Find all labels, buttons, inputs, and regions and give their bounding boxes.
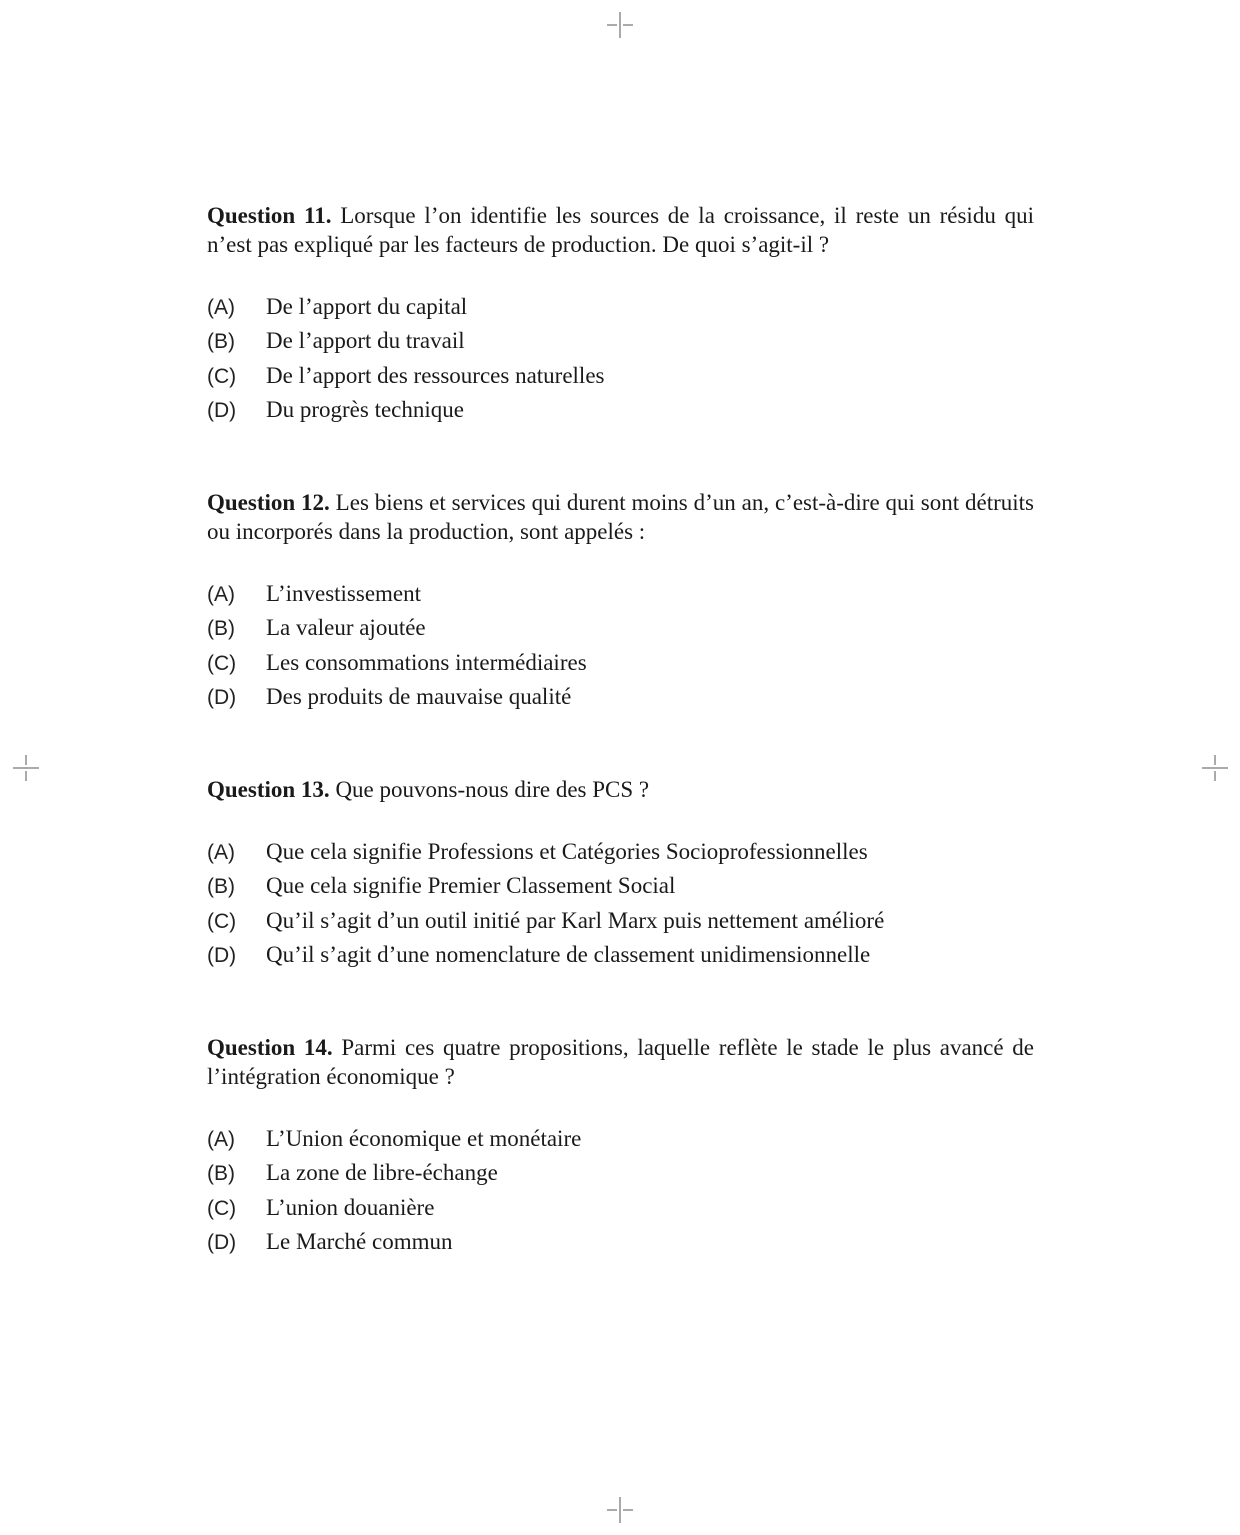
option-a [207, 292, 1034, 326]
question-body: Lorsque l’on identifie les sources de la croissance, il reste un résidu qui n’est pas expliqué par les facteurs de production. De quoi s’agit-il ? [207, 203, 1035, 257]
option-c [207, 906, 1034, 940]
question-13 [207, 775, 1034, 975]
option-list [207, 1124, 1034, 1262]
option-letter: (D) [207, 1231, 237, 1255]
question-11 [207, 201, 1034, 430]
option-c [207, 1193, 1034, 1227]
option-text: Le Marché commun [266, 1229, 453, 1255]
question-text [207, 1033, 1034, 1091]
option-letter: (A) [207, 1128, 235, 1151]
question-body: Parmi ces quatre propositions, laquelle reflète le stade le plus avancé de l’intégration économique ? [207, 1035, 1034, 1089]
option-b [207, 1158, 1034, 1192]
crop-mark-left [13, 755, 39, 781]
option-d [207, 682, 1034, 716]
option-a [207, 579, 1034, 613]
option-b [207, 871, 1034, 905]
question-body: Que pouvons-nous dire des PCS ? [329, 777, 650, 802]
option-letter: (C) [207, 651, 237, 675]
option-letter: (C) [207, 909, 237, 933]
crop-mark-top [607, 12, 633, 38]
option-b [207, 613, 1034, 647]
option-text: Qu’il s’agit d’une nomenclature de classement unidimensionnelle [266, 942, 871, 968]
crop-mark-bottom [607, 1497, 633, 1523]
option-text: De l’apport des ressources naturelles [266, 362, 605, 388]
option-text: L’union douanière [266, 1194, 435, 1220]
option-letter: (B) [207, 330, 235, 354]
question-body: Les biens et services qui durent moins d’un an, c’est-à-dire qui sont détruits ou incorporés dans la production, sont appelés : [207, 490, 1034, 544]
option-text: La valeur ajoutée [266, 615, 426, 641]
option-text: De l’apport du capital [266, 294, 468, 319]
option-c [207, 648, 1034, 682]
option-text: Du progrès technique [266, 397, 464, 423]
question-label: Question 12. [207, 490, 330, 515]
option-a [207, 1124, 1034, 1158]
option-text: Des produits de mauvaise qualité [266, 684, 572, 710]
option-letter: (D) [207, 944, 237, 968]
option-text: L’Union économique et monétaire [266, 1126, 582, 1151]
option-text: De l’apport du travail [266, 328, 465, 354]
option-d [207, 940, 1034, 974]
option-letter: (C) [207, 1196, 237, 1220]
option-letter: (B) [207, 1162, 235, 1186]
option-list [207, 837, 1034, 975]
question-label: Question 11. [207, 203, 332, 228]
option-letter: (B) [207, 617, 235, 641]
option-d [207, 1227, 1034, 1261]
question-text [207, 201, 1034, 259]
question-label: Question 13. [207, 777, 330, 802]
option-letter: (A) [207, 583, 235, 606]
option-text: La zone de libre-échange [266, 1160, 498, 1186]
question-12 [207, 488, 1034, 717]
option-text: Que cela signifie Premier Classement Social [266, 873, 676, 899]
option-a [207, 837, 1034, 871]
option-letter: (B) [207, 875, 235, 899]
question-text [207, 775, 1034, 804]
option-text: L’investissement [266, 581, 422, 606]
option-text: Qu’il s’agit d’un outil initié par Karl Marx puis nettement amélioré [266, 907, 885, 933]
option-text: Les consommations intermédiaires [266, 649, 587, 675]
option-c [207, 361, 1034, 395]
option-letter: (A) [207, 296, 235, 319]
option-letter: (A) [207, 841, 235, 864]
question-14 [207, 1033, 1034, 1262]
option-letter: (D) [207, 399, 237, 423]
option-b [207, 326, 1034, 360]
question-label: Question 14. [207, 1035, 333, 1060]
option-letter: (C) [207, 364, 237, 388]
option-d [207, 395, 1034, 429]
crop-mark-right [1202, 755, 1228, 781]
option-letter: (D) [207, 686, 237, 710]
option-list [207, 579, 1034, 717]
option-text: Que cela signifie Professions et Catégories Socioprofessionnelles [266, 839, 868, 864]
option-list [207, 292, 1034, 430]
question-text [207, 488, 1034, 546]
